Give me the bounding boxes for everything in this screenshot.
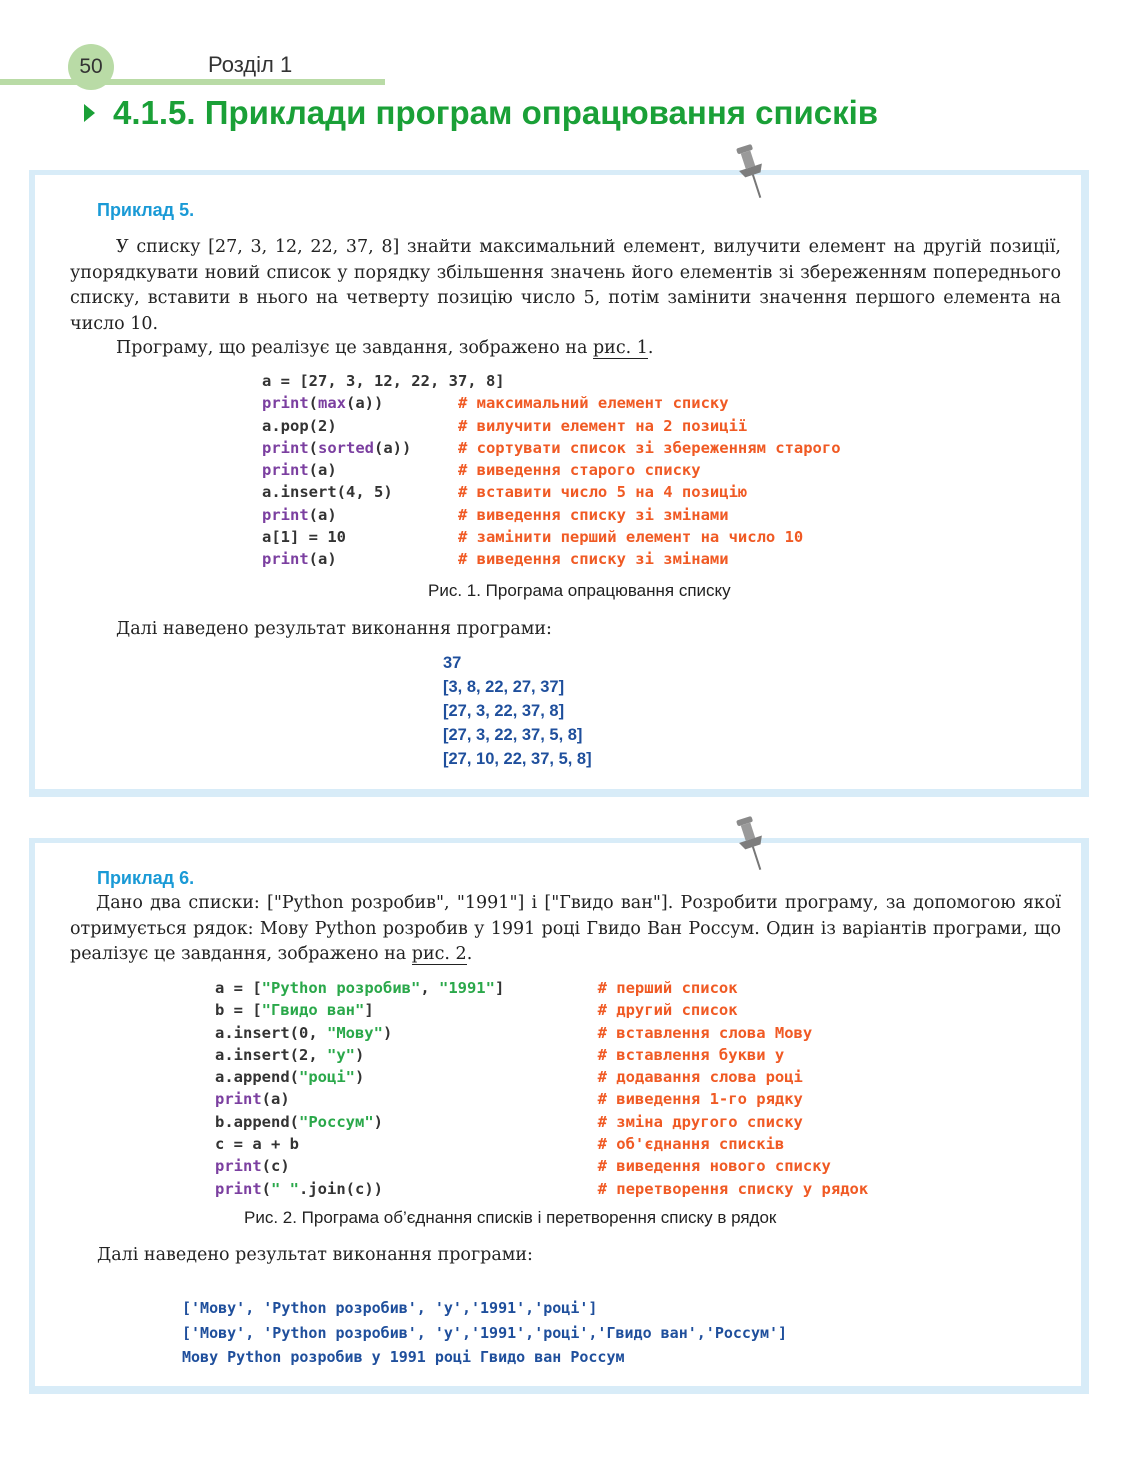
program-output-2	[182, 1296, 787, 1370]
code-keyword: sorted	[318, 438, 375, 457]
code-string: "1991"	[438, 979, 495, 997]
code-token: (a))	[346, 394, 384, 413]
code-comment: # виведення старого списку	[457, 461, 701, 480]
code-line	[262, 415, 841, 437]
program-output-1	[443, 651, 592, 771]
code-statement	[262, 459, 458, 481]
code-keyword: print	[262, 550, 309, 569]
code-keyword: max	[318, 394, 347, 413]
code-comment: # максимальний елемент списку	[457, 394, 729, 413]
code-token: (	[308, 394, 319, 413]
code-token: (a))	[374, 438, 412, 457]
code-line	[215, 1111, 868, 1133]
code-comment: # додавання слова році	[597, 1068, 803, 1087]
pushpin-icon	[735, 143, 769, 201]
code-token: (c)	[261, 1157, 290, 1176]
output-line: [27, 10, 22, 37, 5, 8]	[443, 750, 592, 768]
code-line	[215, 1155, 868, 1177]
code-keyword: print	[262, 394, 309, 413]
code-line	[262, 481, 841, 503]
code-statement	[215, 977, 598, 999]
code-comment: # перетворення списку у рядок	[597, 1179, 869, 1198]
code-token: )	[382, 1023, 393, 1042]
code-string: "Мову"	[326, 1023, 383, 1042]
code-statement	[215, 1133, 598, 1155]
example-5-figure-ref: Програму, що реалізує це завдання, зображено на рис. 1.	[116, 338, 654, 358]
code-token: b = [	[215, 1001, 262, 1020]
example-6-result-intro: Далі наведено результат виконання програми:	[97, 1245, 533, 1265]
code-line	[262, 392, 841, 414]
header-rule	[0, 79, 385, 85]
code-comment: # виведення 1-го рядку	[597, 1090, 803, 1109]
code-line	[215, 1088, 868, 1110]
section-title: 4.1.5. Приклади програм опрацювання списків	[113, 94, 879, 131]
code-keyword: print	[262, 438, 309, 457]
code-string: "Россум"	[299, 1112, 374, 1131]
code-string: "Python розробив"	[261, 979, 421, 997]
code-comment: # вставлення букви у	[597, 1045, 785, 1064]
code-line	[262, 459, 841, 481]
code-comment: # зміна другого списку	[597, 1112, 803, 1131]
figure-2-caption: Рис. 2. Програма об’єднання списків і перетворення списку в рядок	[244, 1208, 777, 1227]
code-line	[262, 504, 841, 526]
pushpin-icon	[735, 815, 769, 873]
code-line	[215, 977, 868, 999]
bullet-triangle-icon	[84, 104, 95, 122]
figure-2-link[interactable]: рис. 2	[411, 944, 467, 964]
code-token: b.append(	[215, 1112, 299, 1131]
code-string: " "	[271, 1179, 300, 1198]
figure-1-caption: Рис. 1. Програма опрацювання списку	[428, 581, 731, 600]
example-6-task-text: Дано два списки: ["Python розробив", "1991"] і ["Гвидо ван"]. Розробити програму, за допомогою якої отримується рядок: Мову Python розробив у 1991 році Гвидо Ван Россум. Один із варіантів програми, що реалізує це завдання, зображено на	[70, 893, 1061, 964]
code-comment: # замінити перший елемент на число 10	[457, 528, 804, 547]
code-comment: # об'єднання списків	[597, 1135, 785, 1154]
code-comment: # вилучити елемент на 2 позиції	[457, 416, 748, 435]
code-keyword: print	[215, 1090, 262, 1109]
output-line: [27, 3, 22, 37, 8]	[443, 702, 565, 720]
example-6-task: Дано два списки: ["Python розробив", "1991"] і ["Гвидо ван"]. Розробити програму, за допомогою якої отримується рядок: Мову Python розробив у 1991 році Гвидо Ван Россум. Один із варіантів програми, що реалізує це завдання, зображено на рис. 2.	[70, 893, 1061, 964]
code-token: (a)	[308, 505, 337, 524]
code-statement	[262, 526, 458, 548]
example-5-result-intro: Далі наведено результат виконання програми:	[116, 619, 552, 639]
code-token: a = [27, 3, 12, 22, 37, 8]	[262, 372, 505, 390]
code-statement	[215, 1022, 598, 1044]
code-listing-1	[262, 370, 841, 571]
code-line	[215, 1022, 868, 1044]
code-keyword: print	[262, 461, 309, 480]
example-5-task: У списку [27, 3, 12, 22, 37, 8] знайти максимальний елемент, вилучити елемент на другій позиції, упорядкувати новий список у порядку збільшення значень його елементів зі збереженням попереднього списку, вставити в нього на четверту позицію число 5, потім замінити значення першого елемента на число 10.	[70, 237, 1061, 334]
code-token: ,	[420, 979, 439, 997]
code-string: "Гвидо ван"	[261, 1001, 365, 1020]
code-comment: # виведення списку зі змінами	[457, 505, 729, 524]
code-token: a.insert(4, 5)	[262, 483, 393, 502]
output-line: 37	[443, 654, 462, 672]
code-token: a = [	[215, 979, 262, 997]
code-string: "у"	[326, 1045, 355, 1064]
code-statement	[262, 370, 505, 392]
code-token: )	[354, 1045, 365, 1064]
example-5-label: Приклад 5.	[97, 200, 195, 220]
output-line: ['Мову', 'Python розробив', 'у','1991','році','Гвидо ван','Россум']	[182, 1323, 788, 1342]
code-token: a.insert(0,	[215, 1023, 327, 1042]
code-statement	[262, 392, 458, 414]
code-comment: # виведення нового списку	[597, 1157, 831, 1176]
code-line	[262, 437, 841, 459]
figure-ref-text: Програму, що реалізує це завдання, зображено на	[116, 338, 588, 358]
code-keyword: print	[215, 1157, 262, 1176]
code-token: c = a + b	[215, 1135, 299, 1154]
code-comment: # перший список	[597, 979, 738, 997]
code-statement	[262, 504, 458, 526]
code-token: ]	[364, 1001, 374, 1020]
code-listing-2	[215, 977, 868, 1200]
code-token: (a)	[261, 1090, 290, 1109]
chapter-title: Розділ 1	[208, 52, 293, 77]
output-line: ['Мову', 'Python розробив', 'у','1991','році']	[182, 1299, 598, 1317]
output-line: [3, 8, 22, 27, 37]	[443, 678, 565, 696]
code-statement	[215, 1066, 598, 1088]
code-token: a.pop(2)	[262, 416, 337, 435]
code-token: (a)	[308, 550, 337, 569]
code-statement	[215, 999, 598, 1021]
code-statement	[262, 437, 458, 459]
code-statement	[262, 548, 458, 570]
figure-1-link[interactable]: рис. 1	[592, 338, 648, 358]
code-line	[262, 526, 841, 548]
code-token: a[1] = 10	[262, 528, 346, 547]
code-line	[215, 1066, 868, 1088]
section-heading	[84, 94, 878, 132]
code-statement	[215, 1155, 598, 1177]
page-number: 50	[68, 44, 114, 90]
example-6-label: Приклад 6.	[97, 868, 195, 888]
code-statement	[215, 1044, 598, 1066]
code-statement	[215, 1088, 598, 1110]
code-line	[262, 370, 841, 392]
code-string: "році"	[299, 1068, 355, 1087]
code-comment: # другий список	[597, 1001, 738, 1020]
code-token: (a)	[308, 461, 337, 480]
code-statement	[262, 415, 458, 437]
code-line	[215, 999, 868, 1021]
code-line	[215, 1178, 868, 1200]
code-comment: # вставити число 5 на 4 позицію	[457, 483, 748, 502]
output-line: [27, 3, 22, 37, 5, 8]	[443, 726, 583, 744]
code-comment: # виведення списку зі змінами	[457, 550, 729, 569]
code-token: (	[261, 1179, 272, 1198]
code-keyword: print	[262, 505, 309, 524]
code-line	[262, 548, 841, 570]
code-statement	[215, 1178, 598, 1200]
code-statement	[215, 1111, 598, 1133]
code-line	[215, 1044, 868, 1066]
code-token: )	[355, 1068, 365, 1087]
code-line	[215, 1133, 868, 1155]
code-statement	[262, 481, 458, 503]
code-token: a.insert(2,	[215, 1045, 327, 1064]
code-comment: # сортувати список зі збереженням старого	[457, 438, 841, 457]
code-keyword: print	[215, 1179, 262, 1198]
output-line: Мову Python розробив у 1991 році Гвидо ван Россум	[182, 1348, 625, 1366]
code-token: (	[308, 438, 319, 457]
code-token: ]	[494, 979, 505, 997]
code-token: .join(c))	[299, 1179, 384, 1198]
code-comment: # вставлення слова Мову	[597, 1023, 813, 1042]
code-token: a.append(	[215, 1068, 299, 1087]
code-token: )	[373, 1112, 383, 1131]
